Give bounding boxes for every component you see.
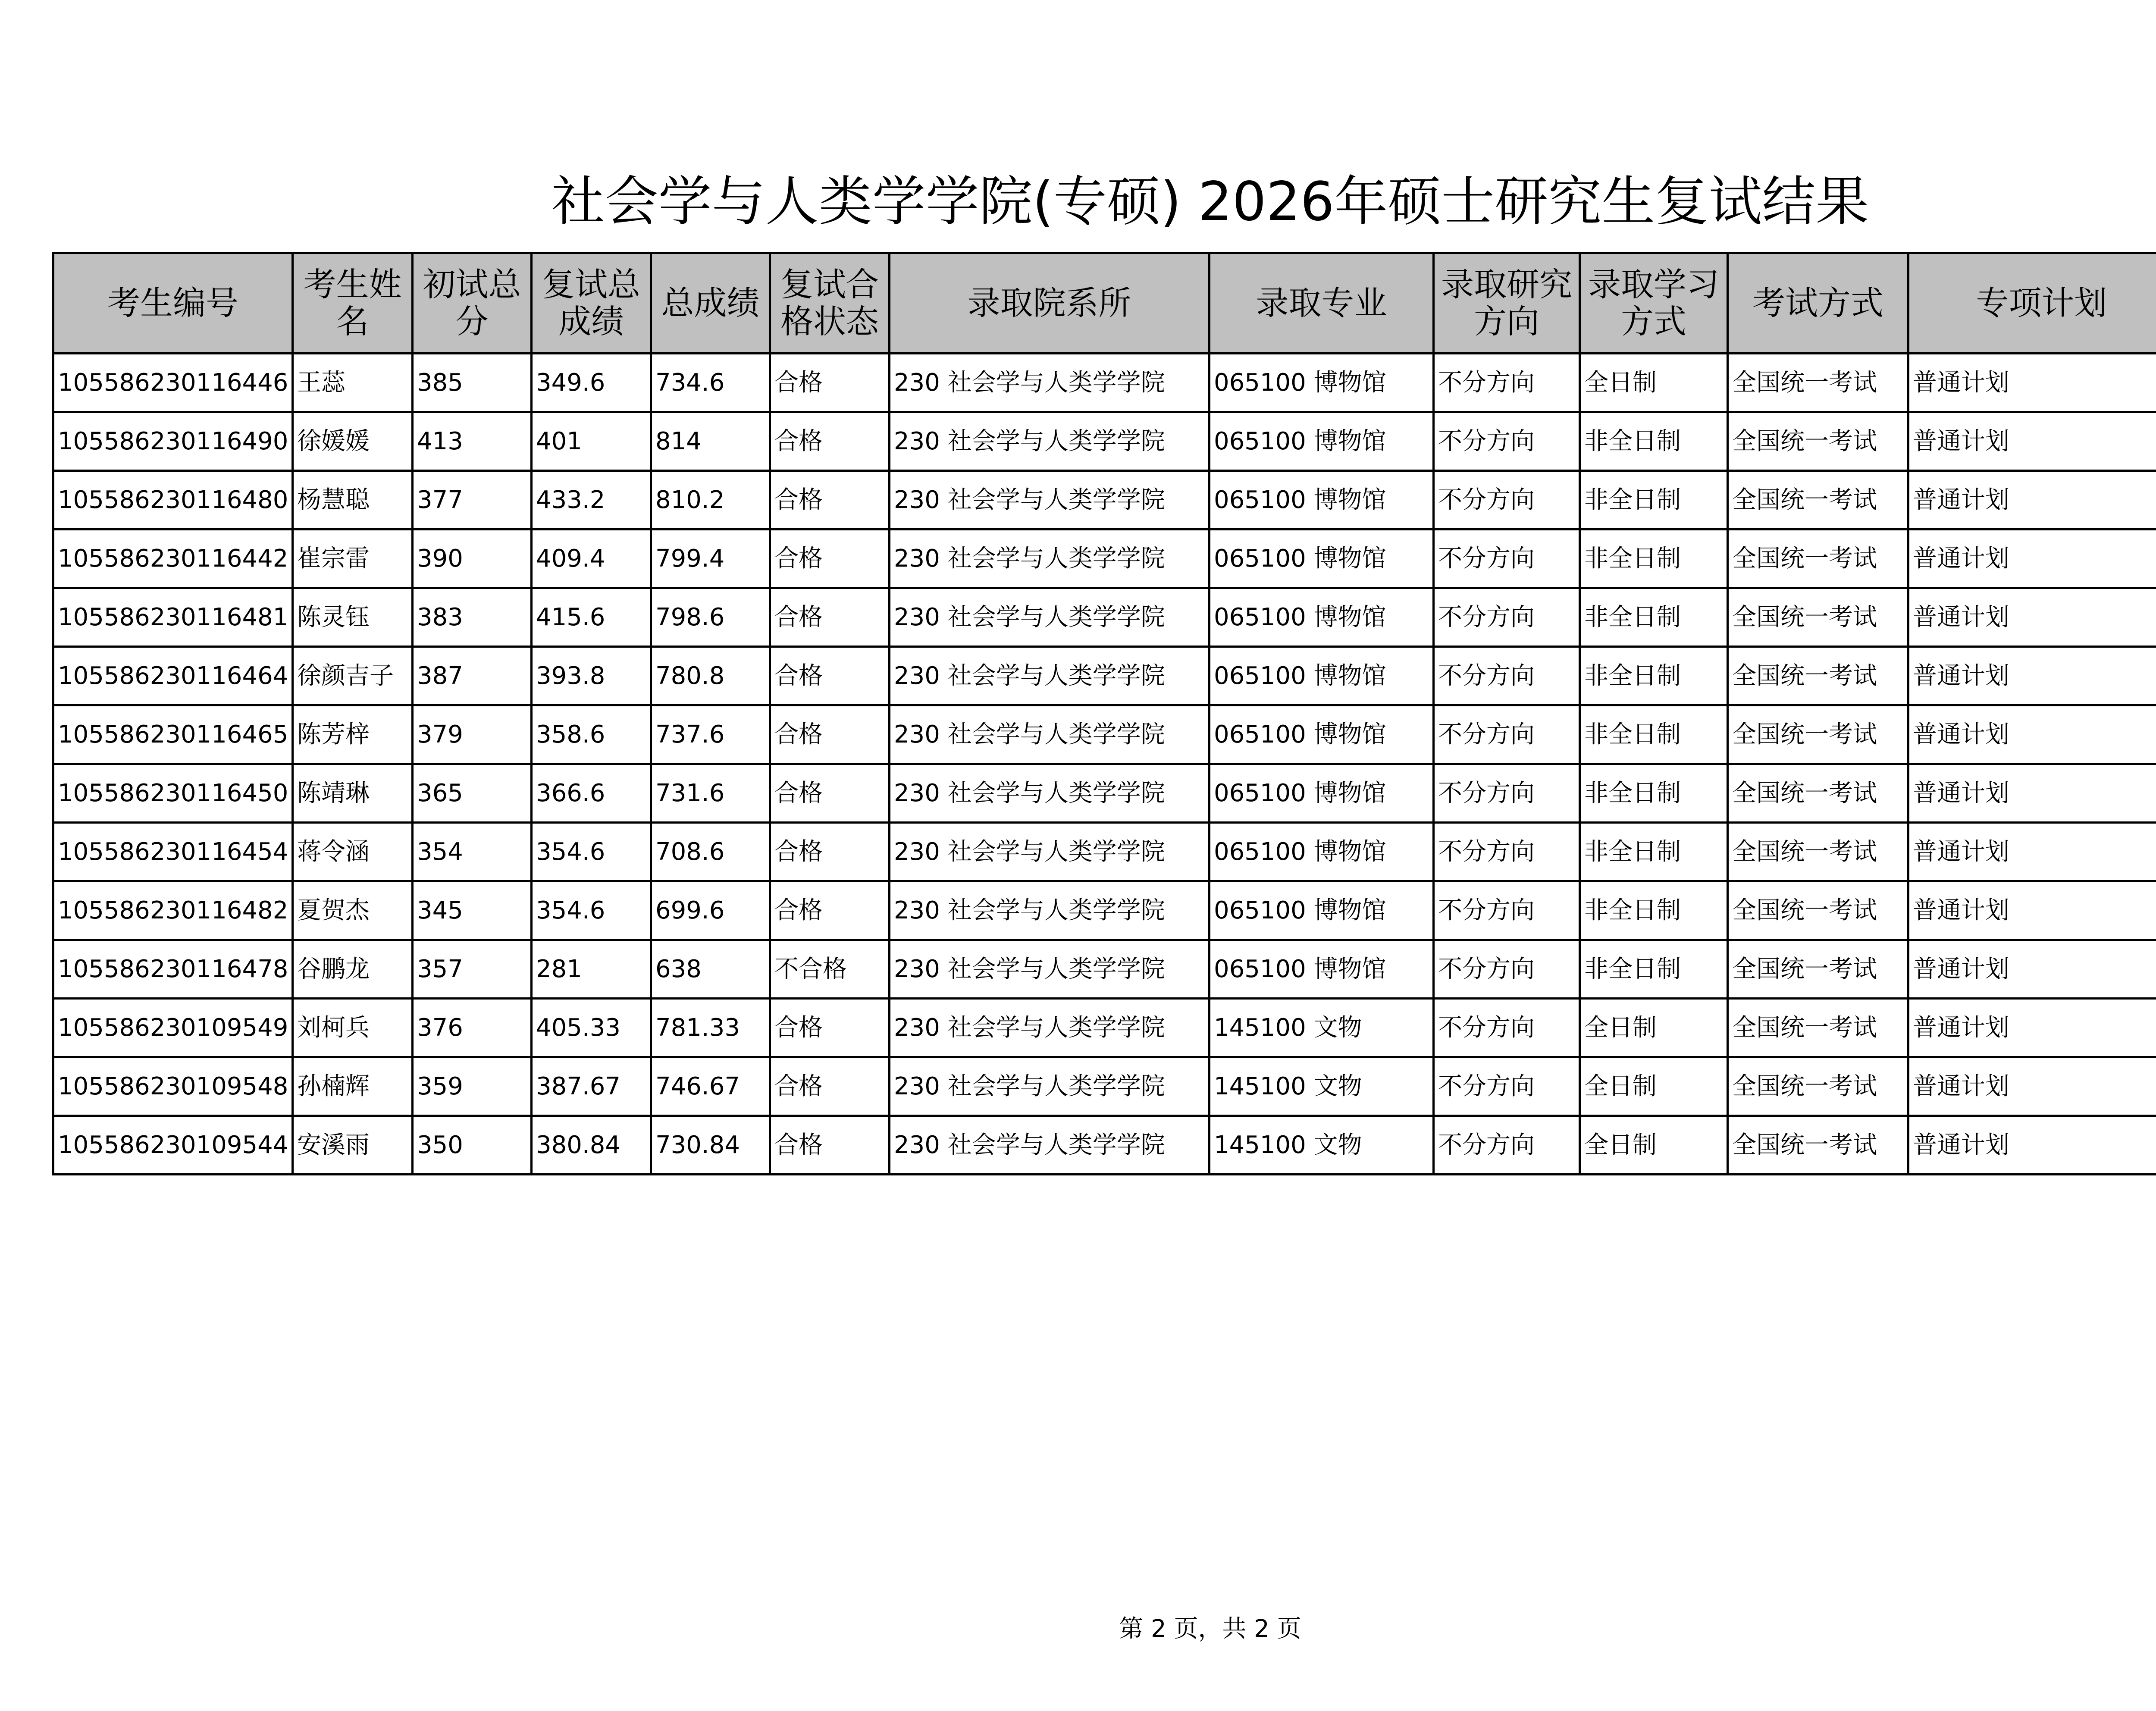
major-cell: 145100 文物 [1210, 1057, 1434, 1116]
special-plan-cell: 普通计划 [1908, 1057, 2156, 1116]
total-score-cell: 734.6 [651, 354, 770, 412]
initial-score-cell: 390 [413, 530, 532, 588]
direction-cell: 不分方向 [1434, 1116, 1580, 1175]
pass-status-cell: 合格 [770, 354, 890, 412]
exam-id-cell: 105586230109549 [53, 999, 293, 1057]
total-score-cell: 780.8 [651, 647, 770, 705]
study-mode-cell: 全日制 [1580, 1057, 1728, 1116]
study-mode-cell: 非全日制 [1580, 588, 1728, 647]
special-plan-cell: 普通计划 [1908, 588, 2156, 647]
study-mode-cell: 非全日制 [1580, 881, 1728, 940]
exam-id-cell: 105586230116442 [53, 530, 293, 588]
exam-id-cell: 105586230116482 [53, 881, 293, 940]
major-cell: 065100 博物馆 [1210, 354, 1434, 412]
table-row [53, 764, 2156, 823]
exam-type-cell: 全国统一考试 [1728, 881, 1908, 940]
total-score-cell: 799.4 [651, 530, 770, 588]
exam-id-cell: 105586230116454 [53, 823, 293, 881]
exam-id-cell: 105586230109544 [53, 1116, 293, 1175]
header-study-mode: 录取学习方式 [1580, 253, 1728, 354]
initial-score-cell: 359 [413, 1057, 532, 1116]
table-row [53, 412, 2156, 471]
pass-status-cell: 不合格 [770, 940, 890, 999]
initial-score-cell: 383 [413, 588, 532, 647]
retest-score-cell: 393.8 [532, 647, 651, 705]
total-score-cell: 798.6 [651, 588, 770, 647]
special-plan-cell: 普通计划 [1908, 1116, 2156, 1175]
retest-score-cell: 358.6 [532, 705, 651, 764]
study-mode-cell: 非全日制 [1580, 412, 1728, 471]
direction-cell: 不分方向 [1434, 764, 1580, 823]
exam-type-cell: 全国统一考试 [1728, 764, 1908, 823]
major-cell: 065100 博物馆 [1210, 412, 1434, 471]
header-total-score: 总成绩 [651, 253, 770, 354]
exam-id-cell: 105586230116450 [53, 764, 293, 823]
major-cell: 145100 文物 [1210, 999, 1434, 1057]
special-plan-cell: 普通计划 [1908, 705, 2156, 764]
header-exam-id: 考生编号 [53, 253, 293, 354]
department-cell: 230 社会学与人类学学院 [890, 940, 1210, 999]
special-plan-cell: 普通计划 [1908, 412, 2156, 471]
study-mode-cell: 非全日制 [1580, 823, 1728, 881]
initial-score-cell: 385 [413, 354, 532, 412]
study-mode-cell: 全日制 [1580, 999, 1728, 1057]
direction-cell: 不分方向 [1434, 412, 1580, 471]
department-cell: 230 社会学与人类学学院 [890, 881, 1210, 940]
header-initial-score: 初试总分 [413, 253, 532, 354]
name-cell: 徐颜吉子 [293, 647, 413, 705]
total-score-cell: 730.84 [651, 1116, 770, 1175]
total-score-cell: 731.6 [651, 764, 770, 823]
department-cell: 230 社会学与人类学学院 [890, 412, 1210, 471]
study-mode-cell: 全日制 [1580, 354, 1728, 412]
pass-status-cell: 合格 [770, 530, 890, 588]
table-row [53, 354, 2156, 412]
table-row [53, 471, 2156, 530]
exam-type-cell: 全国统一考试 [1728, 471, 1908, 530]
initial-score-cell: 350 [413, 1116, 532, 1175]
name-cell: 蒋令涵 [293, 823, 413, 881]
major-cell: 065100 博物馆 [1210, 588, 1434, 647]
name-cell: 陈灵钰 [293, 588, 413, 647]
major-cell: 065100 博物馆 [1210, 647, 1434, 705]
special-plan-cell: 普通计划 [1908, 354, 2156, 412]
pass-status-cell: 合格 [770, 705, 890, 764]
exam-id-cell: 105586230116465 [53, 705, 293, 764]
major-cell: 145100 文物 [1210, 1116, 1434, 1175]
special-plan-cell: 普通计划 [1908, 471, 2156, 530]
direction-cell: 不分方向 [1434, 647, 1580, 705]
direction-cell: 不分方向 [1434, 705, 1580, 764]
department-cell: 230 社会学与人类学学院 [890, 999, 1210, 1057]
special-plan-cell: 普通计划 [1908, 940, 2156, 999]
header-direction: 录取研究方向 [1434, 253, 1580, 354]
page-title: 社会学与人类学学院(专硕) 2026年硕士研究生复试结果 [551, 171, 1869, 233]
major-cell: 065100 博物馆 [1210, 940, 1434, 999]
department-cell: 230 社会学与人类学学院 [890, 588, 1210, 647]
retest-score-cell: 366.6 [532, 764, 651, 823]
table-row [53, 647, 2156, 705]
retest-score-cell: 349.6 [532, 354, 651, 412]
exam-type-cell: 全国统一考试 [1728, 940, 1908, 999]
pass-status-cell: 合格 [770, 1057, 890, 1116]
direction-cell: 不分方向 [1434, 881, 1580, 940]
special-plan-cell: 普通计划 [1908, 881, 2156, 940]
department-cell: 230 社会学与人类学学院 [890, 823, 1210, 881]
direction-cell: 不分方向 [1434, 471, 1580, 530]
department-cell: 230 社会学与人类学学院 [890, 705, 1210, 764]
initial-score-cell: 379 [413, 705, 532, 764]
header-pass-status: 复试合格状态 [770, 253, 890, 354]
exam-id-cell: 105586230109548 [53, 1057, 293, 1116]
pass-status-cell: 合格 [770, 764, 890, 823]
header-special-plan: 专项计划 [1908, 253, 2156, 354]
exam-type-cell: 全国统一考试 [1728, 647, 1908, 705]
retest-score-cell: 380.84 [532, 1116, 651, 1175]
direction-cell: 不分方向 [1434, 823, 1580, 881]
table-row [53, 705, 2156, 764]
department-cell: 230 社会学与人类学学院 [890, 1116, 1210, 1175]
total-score-cell: 746.67 [651, 1057, 770, 1116]
pass-status-cell: 合格 [770, 881, 890, 940]
initial-score-cell: 345 [413, 881, 532, 940]
exam-id-cell: 105586230116446 [53, 354, 293, 412]
study-mode-cell: 非全日制 [1580, 530, 1728, 588]
direction-cell: 不分方向 [1434, 530, 1580, 588]
total-score-cell: 814 [651, 412, 770, 471]
total-score-cell: 708.6 [651, 823, 770, 881]
department-cell: 230 社会学与人类学学院 [890, 1057, 1210, 1116]
pass-status-cell: 合格 [770, 412, 890, 471]
exam-type-cell: 全国统一考试 [1728, 823, 1908, 881]
header-exam-type: 考试方式 [1728, 253, 1908, 354]
study-mode-cell: 全日制 [1580, 1116, 1728, 1175]
header-major: 录取专业 [1210, 253, 1434, 354]
name-cell: 陈芳梓 [293, 705, 413, 764]
total-score-cell: 638 [651, 940, 770, 999]
total-score-cell: 737.6 [651, 705, 770, 764]
exam-id-cell: 105586230116478 [53, 940, 293, 999]
initial-score-cell: 357 [413, 940, 532, 999]
study-mode-cell: 非全日制 [1580, 705, 1728, 764]
special-plan-cell: 普通计划 [1908, 647, 2156, 705]
name-cell: 杨慧聪 [293, 471, 413, 530]
exam-type-cell: 全国统一考试 [1728, 1116, 1908, 1175]
major-cell: 065100 博物馆 [1210, 823, 1434, 881]
results-body [53, 354, 2156, 1175]
retest-score-cell: 415.6 [532, 588, 651, 647]
total-score-cell: 781.33 [651, 999, 770, 1057]
department-cell: 230 社会学与人类学学院 [890, 530, 1210, 588]
initial-score-cell: 413 [413, 412, 532, 471]
special-plan-cell: 普通计划 [1908, 999, 2156, 1057]
retest-score-cell: 401 [532, 412, 651, 471]
special-plan-cell: 普通计划 [1908, 530, 2156, 588]
direction-cell: 不分方向 [1434, 940, 1580, 999]
name-cell: 王蕊 [293, 354, 413, 412]
retest-score-cell: 433.2 [532, 471, 651, 530]
major-cell: 065100 博物馆 [1210, 764, 1434, 823]
department-cell: 230 社会学与人类学学院 [890, 354, 1210, 412]
pass-status-cell: 合格 [770, 647, 890, 705]
table-row [53, 1116, 2156, 1175]
name-cell: 刘柯兵 [293, 999, 413, 1057]
retest-score-cell: 281 [532, 940, 651, 999]
total-score-cell: 810.2 [651, 471, 770, 530]
study-mode-cell: 非全日制 [1580, 764, 1728, 823]
exam-id-cell: 105586230116480 [53, 471, 293, 530]
table-row [53, 530, 2156, 588]
initial-score-cell: 365 [413, 764, 532, 823]
exam-type-cell: 全国统一考试 [1728, 354, 1908, 412]
name-cell: 夏贺杰 [293, 881, 413, 940]
exam-id-cell: 105586230116481 [53, 588, 293, 647]
retest-score-cell: 354.6 [532, 823, 651, 881]
header-retest-score: 复试总成绩 [532, 253, 651, 354]
exam-type-cell: 全国统一考试 [1728, 588, 1908, 647]
initial-score-cell: 387 [413, 647, 532, 705]
name-cell: 崔宗雷 [293, 530, 413, 588]
name-cell: 陈靖琳 [293, 764, 413, 823]
study-mode-cell: 非全日制 [1580, 940, 1728, 999]
direction-cell: 不分方向 [1434, 354, 1580, 412]
name-cell: 孙楠辉 [293, 1057, 413, 1116]
initial-score-cell: 377 [413, 471, 532, 530]
exam-type-cell: 全国统一考试 [1728, 1057, 1908, 1116]
major-cell: 065100 博物馆 [1210, 705, 1434, 764]
department-cell: 230 社会学与人类学学院 [890, 471, 1210, 530]
study-mode-cell: 非全日制 [1580, 471, 1728, 530]
major-cell: 065100 博物馆 [1210, 881, 1434, 940]
exam-type-cell: 全国统一考试 [1728, 530, 1908, 588]
initial-score-cell: 376 [413, 999, 532, 1057]
pass-status-cell: 合格 [770, 1116, 890, 1175]
table-row [53, 1057, 2156, 1116]
retest-score-cell: 387.67 [532, 1057, 651, 1116]
header-row [53, 253, 2156, 354]
table-row [53, 999, 2156, 1057]
department-cell: 230 社会学与人类学学院 [890, 647, 1210, 705]
retest-score-cell: 409.4 [532, 530, 651, 588]
pass-status-cell: 合格 [770, 471, 890, 530]
exam-type-cell: 全国统一考试 [1728, 705, 1908, 764]
exam-type-cell: 全国统一考试 [1728, 999, 1908, 1057]
department-cell: 230 社会学与人类学学院 [890, 764, 1210, 823]
table-row [53, 823, 2156, 881]
page-footer: 第 2 页，共 2 页 [1119, 1615, 1301, 1643]
retest-score-cell: 405.33 [532, 999, 651, 1057]
direction-cell: 不分方向 [1434, 999, 1580, 1057]
table-row [53, 588, 2156, 647]
retest-score-cell: 354.6 [532, 881, 651, 940]
special-plan-cell: 普通计划 [1908, 823, 2156, 881]
exam-type-cell: 全国统一考试 [1728, 412, 1908, 471]
total-score-cell: 699.6 [651, 881, 770, 940]
header-name: 考生姓名 [293, 253, 413, 354]
exam-id-cell: 105586230116464 [53, 647, 293, 705]
pass-status-cell: 合格 [770, 588, 890, 647]
header-department: 录取院系所 [890, 253, 1210, 354]
study-mode-cell: 非全日制 [1580, 647, 1728, 705]
major-cell: 065100 博物馆 [1210, 471, 1434, 530]
name-cell: 徐媛媛 [293, 412, 413, 471]
special-plan-cell: 普通计划 [1908, 764, 2156, 823]
major-cell: 065100 博物馆 [1210, 530, 1434, 588]
exam-id-cell: 105586230116490 [53, 412, 293, 471]
direction-cell: 不分方向 [1434, 588, 1580, 647]
name-cell: 谷鹏龙 [293, 940, 413, 999]
pass-status-cell: 合格 [770, 999, 890, 1057]
pass-status-cell: 合格 [770, 823, 890, 881]
results-table [52, 252, 2156, 1175]
table-row [53, 881, 2156, 940]
name-cell: 安溪雨 [293, 1116, 413, 1175]
direction-cell: 不分方向 [1434, 1057, 1580, 1116]
initial-score-cell: 354 [413, 823, 532, 881]
table-row [53, 940, 2156, 999]
